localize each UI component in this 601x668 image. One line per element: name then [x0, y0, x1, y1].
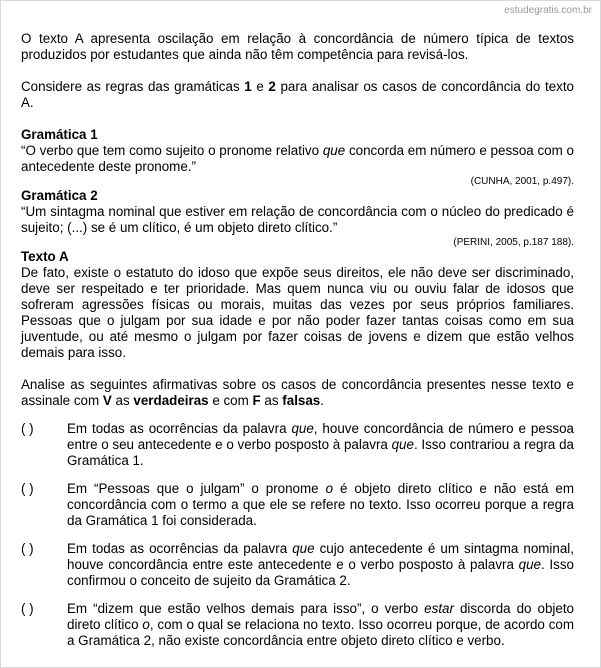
statement-text: Em todas as ocorrências da palavra: [67, 541, 293, 556]
intro-paragraph: O texto A apresenta oscilação em relação à concordância de número típica de textos produzidos por estudantes que ainda não têm competência para revisá-los.: [21, 31, 574, 62]
grammar-2-text: “Um sintagma nominal que estiver em relação de concordância com o núcleo do predicado é sujeito; (...) se é um clítico, é um objeto direto clítico.”: [21, 204, 574, 235]
true-marker: V: [102, 393, 112, 408]
statement-item: [21, 481, 574, 529]
statement-emphasis: que: [292, 541, 315, 556]
statement-emphasis: o: [142, 617, 150, 632]
statement-text: . Isso contrariou a regra da Gramática 1.: [67, 437, 574, 468]
instruction-text: as: [111, 393, 134, 408]
statement-text: cujo antecedente é um sintagma nominal, houve concordância entre este antecedente e o verbo posposto à palavra: [67, 541, 574, 572]
grammar-2-number: 2: [268, 79, 276, 94]
instruction-text: Analise as seguintes afirmativas sobre os casos de concordância presentes nesse texto e assinale com: [21, 377, 574, 408]
grammar-1-text-part: “O verbo que tem como sujeito o pronome relativo: [21, 143, 323, 158]
false-word: falsas: [282, 393, 321, 408]
grammar-1-title: Gramática 1: [21, 127, 98, 142]
statement-text: , houve concordância de número e pessoa entre o seu antecedente e o verbo posposto à palavra: [67, 421, 574, 452]
statement-text: discorda do objeto direto clítico: [67, 601, 575, 632]
consider-paragraph: [21, 79, 574, 111]
grammar-1-emphasis: que: [322, 143, 346, 158]
instruction-paragraph: [21, 377, 574, 409]
grammar-1-citation: (CUNHA, 2001, p.497).: [470, 176, 574, 187]
statement-text: . Isso confirmou o conceito de sujeito da Gramática 2.: [67, 557, 574, 588]
statement-item: [21, 541, 574, 589]
statement-text: Em “Pessoas que o julgam” o pronome: [67, 481, 326, 496]
false-marker: F: [252, 393, 261, 408]
instruction-text: e com: [208, 393, 253, 408]
watermark: estudegratis.com.br: [504, 5, 592, 16]
statement-text: , com o qual se relaciona no texto. Isso ocorreu porque, de acordo com a Gramática 2, não existe concordância entre objeto direto clítico e verbo.: [67, 617, 574, 648]
grammar-1-number: 1: [244, 79, 252, 94]
answer-blank[interactable]: ( ): [21, 481, 34, 496]
grammar-2-citation: (PERINI, 2005, p.187 188).: [453, 237, 574, 248]
statement-emphasis: o: [325, 481, 334, 496]
consider-text: Considere as regras das gramáticas: [21, 79, 245, 94]
statement-emphasis: que: [518, 557, 541, 572]
statement-text: Em “dizem que estão velhos demais para isso”, o verbo: [67, 601, 425, 616]
question-content: [21, 31, 574, 649]
statement-text: Em todas as ocorrências da palavra: [67, 421, 292, 436]
answer-blank[interactable]: ( ): [21, 541, 34, 556]
statement-text: é objeto direto clítico e não está em concordância com o termo a que ele se refere no texto. Isso ocorreu porque a regra da Gramática 1 foi considerada.: [67, 481, 574, 528]
answer-blank[interactable]: ( ): [21, 421, 34, 436]
statement-emphasis: estar: [424, 601, 454, 616]
true-word: verdadeiras: [133, 393, 209, 408]
grammar-1-text: [21, 143, 574, 175]
statement-item: [21, 601, 574, 649]
grammar-1-text-part: concorda em número e pessoa com o antecedente deste pronome.”: [21, 143, 574, 174]
answer-blank[interactable]: ( ): [21, 601, 34, 616]
statement-emphasis: que: [391, 437, 414, 452]
statement-item: [21, 421, 574, 469]
texto-a-title: Texto A: [21, 249, 69, 264]
grammar-2-title: Gramática 2: [21, 188, 98, 203]
texto-a-body: De fato, existe o estatuto do idoso que expõe seus direitos, ele não deve ser discriminado, deve ser respeitado e ter prioridade. Mas quem nunca viu ou ouviu falar de idosos que sofreram agressões físicas ou morais, muitas das vezes por seus próprios familiares. Pessoas que o julgam por sua idade e por não poder fazer tantas coisas como em sua juventude, ou até mesmo o julgam por fazer coisas de jovens e dizem que estão velhos demais para isso.: [21, 265, 574, 360]
consider-text: e: [251, 79, 269, 94]
instruction-text: as: [260, 393, 283, 408]
instruction-text: .: [320, 393, 324, 408]
statement-emphasis: que: [291, 421, 314, 436]
consider-text: para analisar os casos de concordância do texto A.: [21, 79, 574, 110]
